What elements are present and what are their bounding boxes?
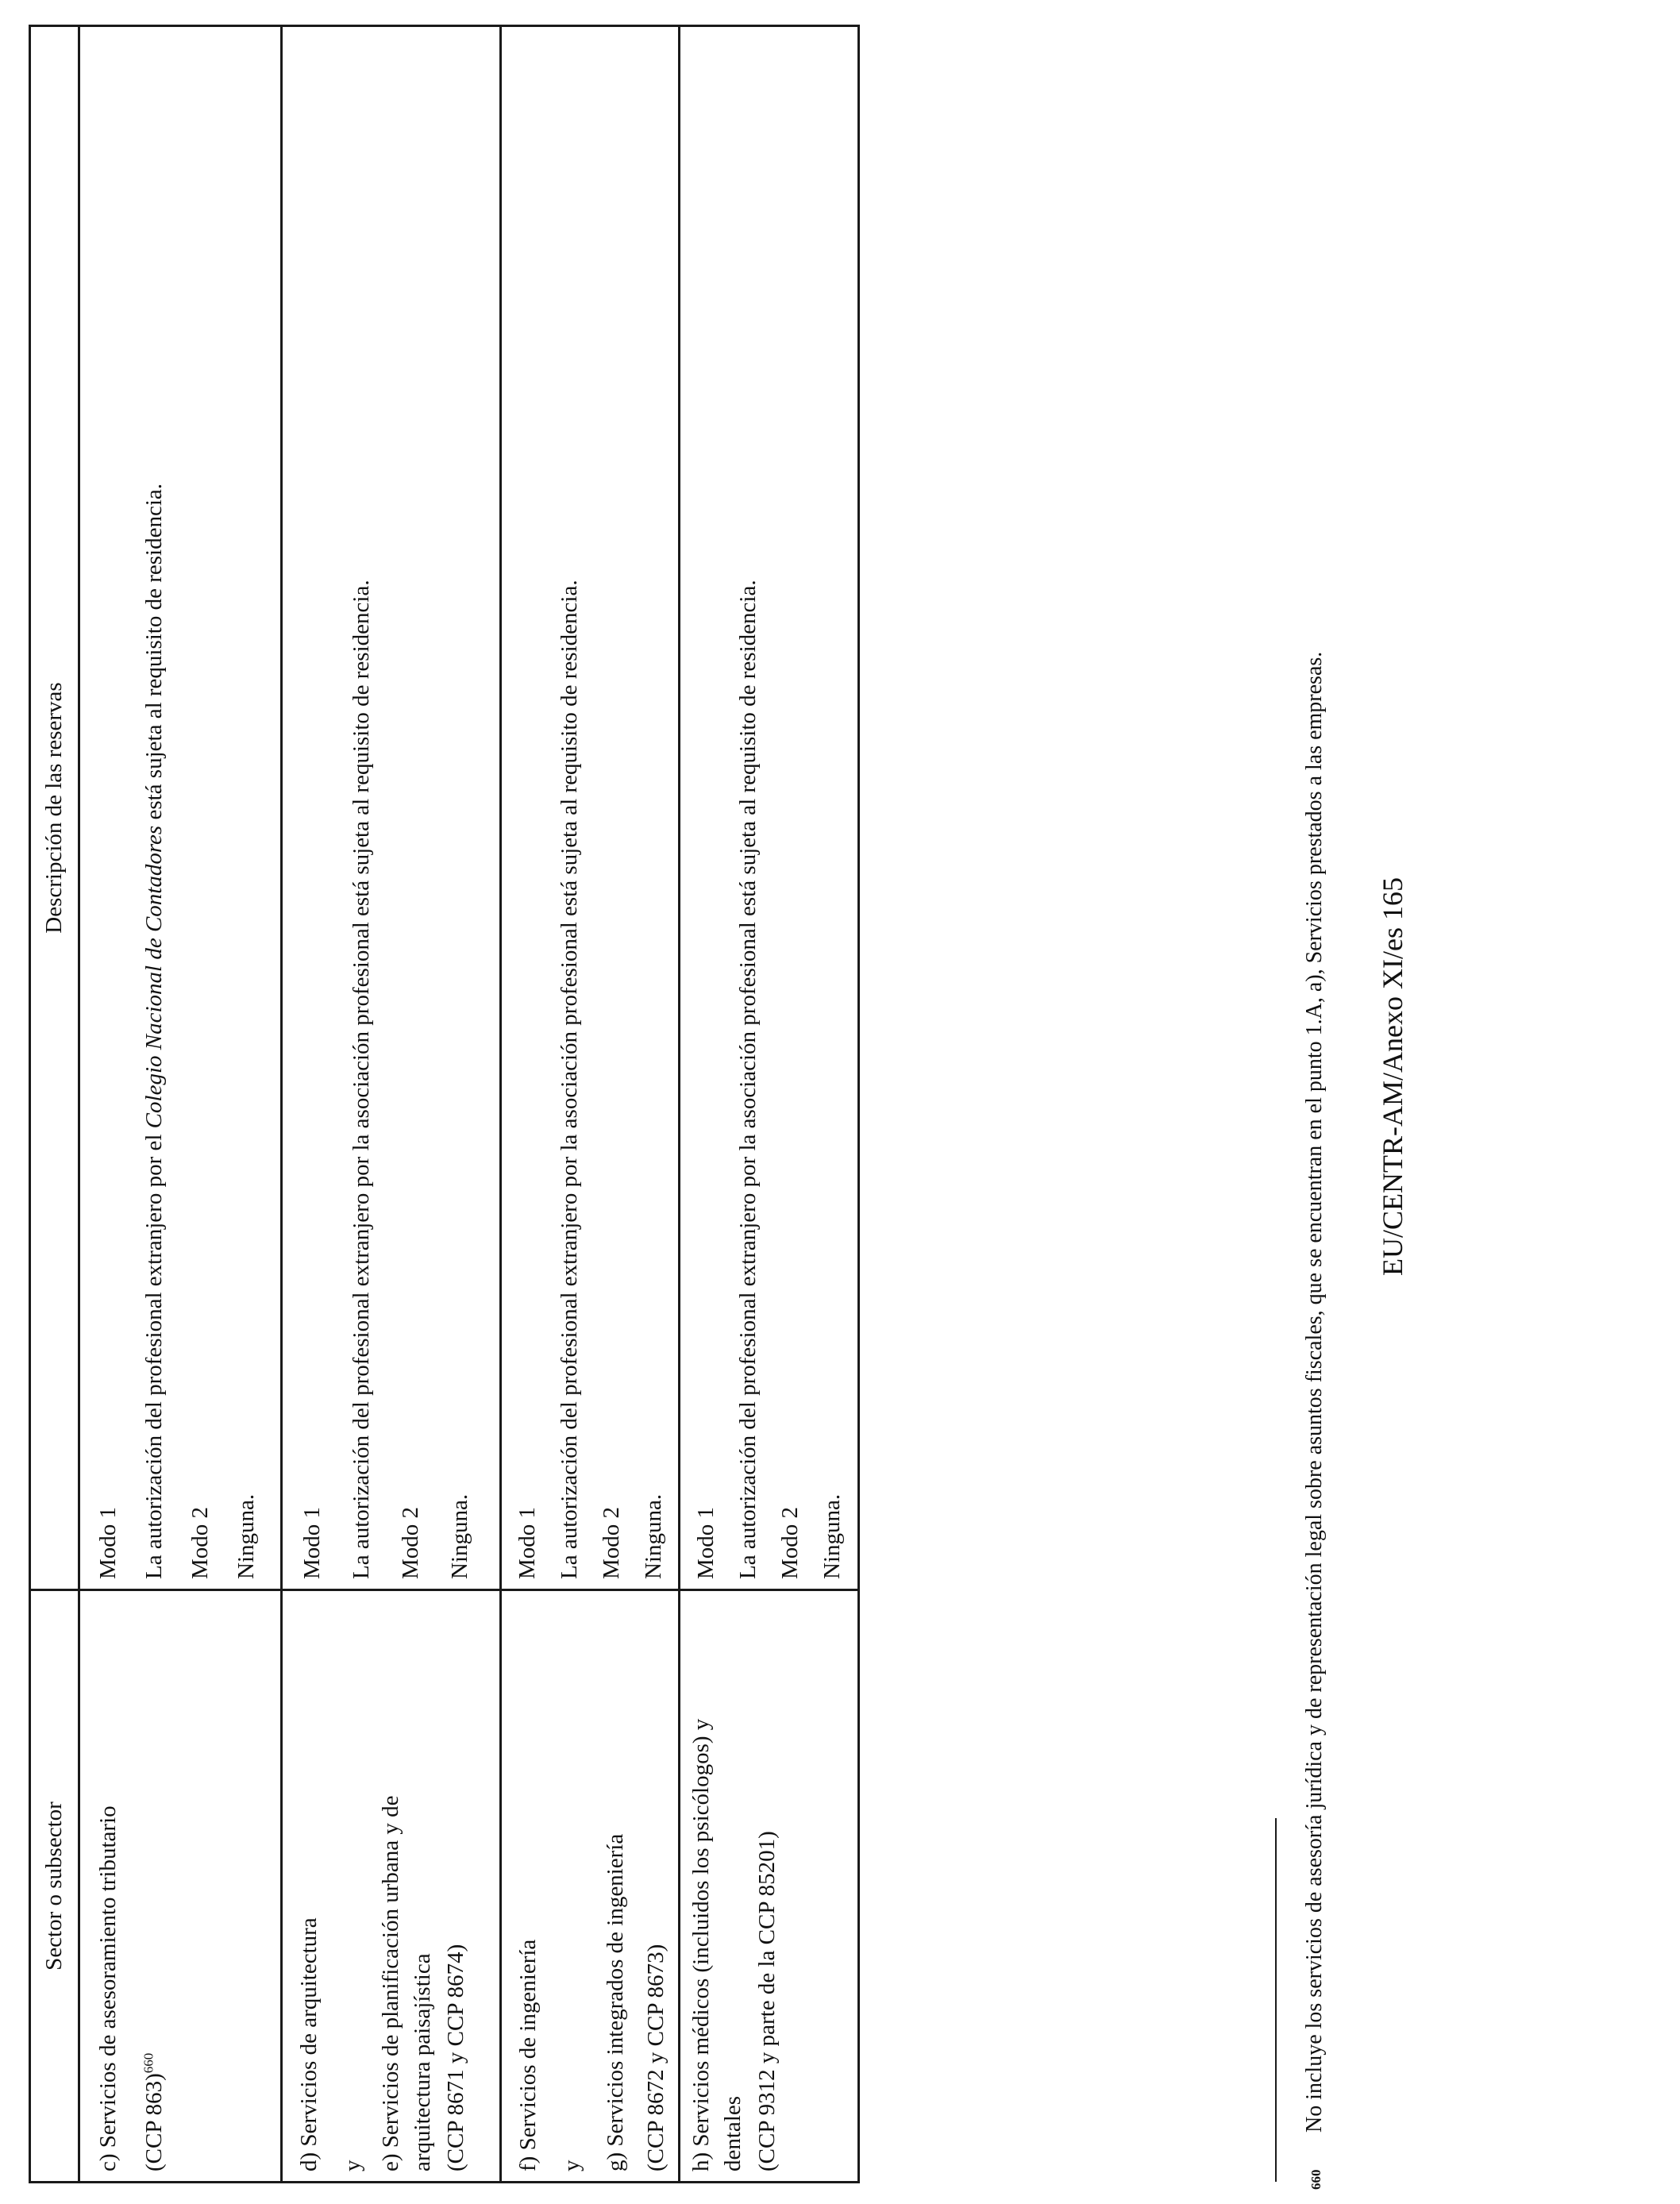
mode2-label: Modo 2 — [777, 1506, 803, 1579]
sector-line: arquitectura paisajística — [410, 1953, 435, 2171]
sector-cell — [502, 1589, 678, 2181]
description-cell — [502, 27, 678, 1589]
table-row — [680, 27, 857, 2181]
sector-line: (CCP 8671 y CCP 8674) — [443, 1944, 468, 2171]
sector-line — [131, 1601, 177, 2171]
sector-line: c) Servicios de asesoramiento tributario — [95, 1805, 121, 2171]
sector-line: h) Servicios médicos (incluidos los psicólogos) y — [688, 1718, 714, 2171]
mode1-label: Modo 1 — [95, 1506, 121, 1579]
sector-cell — [283, 1589, 499, 2181]
mode2-label: Modo 2 — [398, 1506, 423, 1579]
sector-line: (CCP 8672 y CCP 8673) — [643, 1944, 669, 2171]
sector-line: e) Servicios de planificación urbana y de — [378, 1795, 403, 2171]
mode2-description: Ninguna. — [641, 1493, 666, 1579]
mode1-text-part: La autorización del profesional extranjero por el — [141, 1128, 167, 1579]
mode2-description: Ninguna. — [233, 1493, 259, 1579]
mode1-description: La autorización del profesional extranjero por la asociación profesional está sujeta al requisito de residencia. — [735, 580, 761, 1579]
sector-line: y — [559, 2160, 584, 2171]
sector-line: f) Servicios de ingeniería — [515, 1939, 541, 2171]
table-row — [283, 27, 502, 2181]
sector-code: (CCP 863) — [141, 2073, 167, 2171]
sector-line: g) Servicios integrados de ingeniería — [603, 1833, 628, 2171]
mode1-label: Modo 1 — [514, 1506, 540, 1579]
table-row — [502, 27, 680, 2181]
description-cell — [680, 27, 857, 1589]
description-cell — [80, 27, 280, 1589]
sector-line: dentales — [720, 2095, 746, 2171]
footnote-divider — [1275, 1818, 1277, 2182]
footnote-number: 660 — [1308, 2169, 1324, 2190]
mode2-description: Ninguna. — [819, 1493, 845, 1579]
mode2-label: Modo 2 — [599, 1506, 624, 1579]
mode2-label: Modo 2 — [187, 1506, 213, 1579]
sector-cell — [680, 1589, 857, 2181]
mode1-text-part: está sujeta al requisito de residencia. — [141, 483, 167, 826]
mode1-label: Modo 1 — [299, 1506, 325, 1579]
table-row — [80, 27, 283, 2181]
footnote — [1302, 652, 1327, 2190]
header-sector: Sector o subsector — [31, 1589, 78, 2181]
sector-line: y — [340, 2160, 365, 2171]
page-reference: EU/CENTR-AM/Anexo XI/es 165 — [1377, 877, 1408, 1276]
footnote-text: No incluye los servicios de asesoría jurídica y de representación legal sobre asuntos fiscales, que se encuentran en el punto 1.A, a), Servicios prestados a las empresas. — [1302, 651, 1327, 2133]
footnote-reference[interactable]: 660 — [141, 2052, 156, 2074]
table-header-row — [31, 27, 80, 2181]
mode1-description — [131, 37, 177, 1579]
sector-cell — [80, 1589, 280, 2181]
sector-line: d) Servicios de arquitectura — [296, 1917, 322, 2171]
sector-line: (CCP 9312 y parte de la CCP 85201) — [754, 1831, 780, 2171]
description-cell — [283, 27, 499, 1589]
header-description: Descripción de las reservas — [41, 682, 67, 934]
mode1-text-italic: Colegio Nacional de Contadores — [141, 825, 167, 1129]
mode1-label: Modo 1 — [693, 1506, 719, 1579]
reservations-table — [29, 25, 860, 2183]
mode2-description: Ninguna. — [447, 1493, 472, 1579]
mode1-description: La autorización del profesional extranjero por la asociación profesional está sujeta al requisito de residencia. — [349, 580, 374, 1579]
mode1-description: La autorización del profesional extranjero por la asociación profesional está sujeta al requisito de residencia. — [557, 580, 582, 1579]
